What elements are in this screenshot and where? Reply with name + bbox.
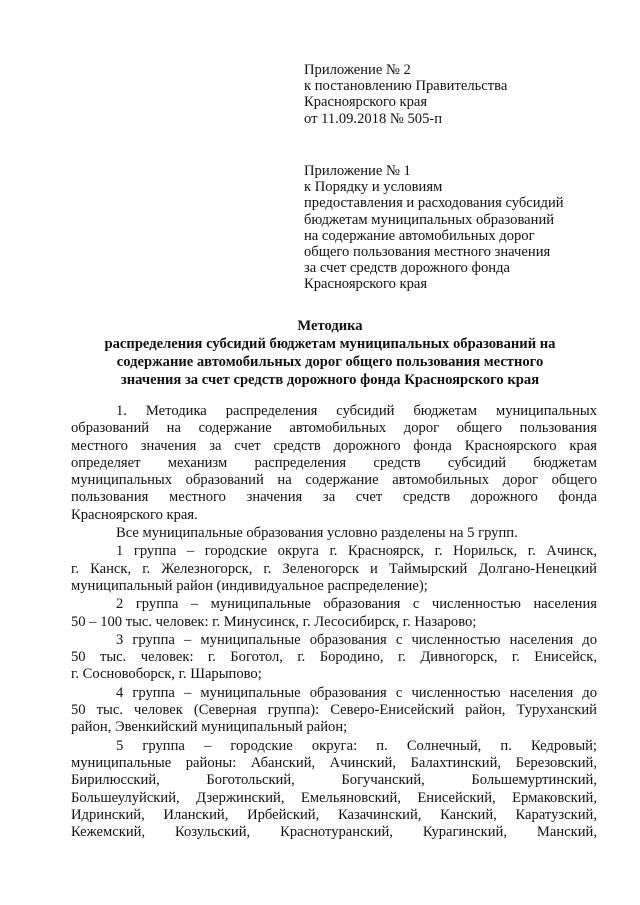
body-line: муниципальные районы: Абанский, Ачинский, Балахтинский, Березовский, bbox=[71, 754, 597, 771]
body-line: район, Эвенкийский муниципальный район; bbox=[71, 719, 348, 736]
body-line: г. Сосновоборск, г. Шарыпово; bbox=[71, 666, 262, 683]
body-line: 50 тыс. человек: г. Боготол, г. Бородино, г. Дивногорск, г. Енисейск, bbox=[71, 649, 597, 666]
body-line: 1. Методика распределения субсидий бюджетам муниципальных bbox=[116, 403, 597, 419]
paragraph-group-3 bbox=[71, 632, 597, 684]
paragraph-1 bbox=[71, 403, 597, 524]
attachment-1-line: Красноярского края bbox=[304, 276, 428, 293]
paragraph-2 bbox=[71, 525, 597, 542]
title-heading: Методика bbox=[297, 318, 363, 334]
attachment-1-line: Приложение № 1 bbox=[304, 163, 411, 179]
paragraph-group-2 bbox=[71, 596, 597, 631]
paragraph-group-4 bbox=[71, 685, 597, 737]
body-line: муниципальный район (индивидуальное распределение); bbox=[71, 577, 428, 594]
body-line: местного значения за счет средств дорожного фонда Красноярского края bbox=[71, 437, 597, 454]
body-line: Большеулуйский, Дзержинский, Емельяновский, Енисейский, Ермаковский, bbox=[71, 789, 597, 806]
attachment-2-line: Красноярского края bbox=[304, 94, 428, 111]
body-line: Идринский, Иланский, Ирбейский, Казачинский, Канский, Каратузский, bbox=[71, 806, 597, 823]
attachment-2-line: от 11.09.2018 № 505-п bbox=[304, 110, 443, 127]
attachment-1-header bbox=[304, 163, 604, 293]
body-line: 4 группа – муниципальные образования с численностью населения до bbox=[116, 684, 597, 701]
body-line: Все муниципальные образования условно разделены на 5 групп. bbox=[116, 525, 518, 542]
body-line: определяет механизм распределения средств субсидий бюджетам bbox=[71, 454, 597, 471]
body-line: Кежемский, Козульский, Краснотуранский, Курагинский, Манский, bbox=[71, 824, 597, 841]
attachment-1-line: к Порядку и условиям bbox=[304, 179, 443, 196]
body-line: образований на содержание автомобильных дорог общего пользования bbox=[71, 420, 597, 437]
body-line: Бирилюсский, Боготольский, Богучанский, Большемуртинский, bbox=[71, 772, 597, 789]
title-line: содержание автомобильных дорог общего пользования местного bbox=[116, 354, 544, 370]
attachment-2-line: Приложение № 2 bbox=[304, 62, 411, 78]
body-line: 3 группа – муниципальные образования с численностью населения до bbox=[116, 631, 597, 648]
paragraph-group-5 bbox=[71, 738, 597, 842]
title-line: распределения субсидий бюджетам муниципальных образований на bbox=[104, 336, 556, 352]
body-line: г. Канск, г. Железногорск, г. Зеленогорск и Таймырский Долгано-Ненецкий bbox=[71, 560, 597, 577]
body-line: Красноярского края. bbox=[71, 506, 198, 523]
title-line: значения за счет средств дорожного фонда Красноярского края bbox=[120, 372, 540, 388]
body-line: 5 группа – городские округа: п. Солнечный, п. Кедровый; bbox=[116, 737, 597, 754]
attachment-1-line: бюджетам муниципальных образований bbox=[304, 211, 555, 228]
body-line: 50 – 100 тыс. человек: г. Минусинск, г. Лесосибирск, г. Назарово; bbox=[71, 613, 477, 630]
body-line: 50 тыс. человек (Северная группа): Северо-Енисейский район, Туруханский bbox=[71, 702, 597, 719]
attachment-1-line: общего пользования местного значения bbox=[304, 244, 551, 261]
paragraph-group-1 bbox=[71, 543, 597, 595]
document-title bbox=[60, 317, 600, 389]
attachment-2-line: к постановлению Правительства bbox=[304, 78, 508, 95]
attachment-2-header bbox=[304, 62, 604, 127]
body-line: 1 группа – городские округа г. Красноярск, г. Норильск, г. Ачинск, bbox=[116, 543, 597, 560]
body-line: пользования местного значения за счет средств дорожного фонда bbox=[71, 489, 597, 506]
attachment-1-line: за счет средств дорожного фонда bbox=[304, 260, 510, 277]
body-line: муниципальных образований на содержание автомобильных дорог общего bbox=[71, 472, 597, 489]
attachment-1-line: предоставления и расходования субсидий bbox=[304, 195, 564, 212]
body-line: 2 группа – муниципальные образования с численностью населения bbox=[116, 596, 597, 613]
document-body bbox=[71, 403, 597, 842]
attachment-1-line: на содержание автомобильных дорог bbox=[304, 227, 535, 244]
